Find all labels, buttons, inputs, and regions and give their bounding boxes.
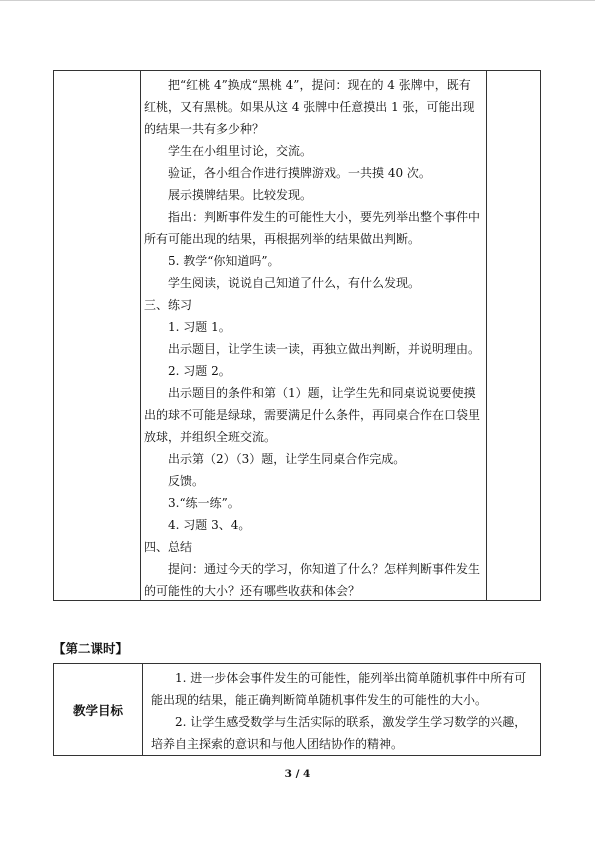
page-top-rule	[0, 0, 595, 1]
paragraph: 5. 教学“你知道吗”。	[168, 254, 280, 268]
paragraph: 反馈。	[168, 474, 205, 488]
paragraph: 3.“练一练”。	[168, 496, 240, 510]
lesson-process-cell	[140, 71, 486, 600]
paragraph: 验证，各小组合作进行摸牌游戏。一共摸 40 次。	[168, 166, 431, 180]
objectives-label: 教学目标	[72, 702, 123, 718]
paragraph: 1. 习题 1。	[168, 320, 231, 334]
section-heading-summary: 四、总结	[144, 540, 193, 554]
objective-item: 2. 让学生感受数学与生活实际的联系，激发学生学习数学的兴趣，培养自主探索的意识和与他人团结协作的精神。	[151, 715, 527, 751]
objective-item: 1. 进一步体会事件发生的可能性，能列举出简单随机事件中所有可能出现的结果，能正确判断简单随机事件发生的可能性的大小。	[151, 671, 527, 707]
paragraph: 把“红桃 4”换成“黑桃 4”，提问：现在的 4 张牌中，既有红桃，又有黑桃。如果从这 4 张牌中任意摸出 1 张，可能出现的结果一共有多少种？	[144, 78, 475, 136]
paragraph: 2. 习题 2。	[168, 364, 231, 378]
section-title: 【第二课时】	[53, 641, 129, 656]
section-heading-practice: 三、练习	[144, 298, 193, 312]
paragraph: 学生阅读，说说自己知道了什么，有什么发现。	[168, 276, 421, 290]
objectives-cell	[143, 664, 540, 755]
paragraph: 指出：判断事件发生的可能性大小，要先列举出整个事件中所有可能出现的结果，再根据列举的结果做出判断。	[144, 210, 481, 246]
paragraph: 4. 习题 3、4。	[168, 518, 251, 532]
page-number: 3 / 4	[284, 768, 311, 780]
paragraph: 展示摸牌结果。比较发现。	[168, 188, 313, 202]
paragraph: 出示题目，让学生读一读，再独立做出判断，并说明理由。	[168, 342, 481, 356]
table-column-divider	[486, 71, 487, 600]
objectives-table	[53, 663, 541, 756]
paragraph: 出示题目的条件和第（1）题，让学生先和同桌说说要使摸出的球不可能是绿球，需要满足什么条件，再同桌合作在口袋里放球，并组织全班交流。	[144, 386, 481, 444]
paragraph: 学生在小组里讨论，交流。	[168, 144, 313, 158]
paragraph: 提问：通过今天的学习，你知道了什么？怎样判断事件发生的可能性的大小？还有哪些收获和体会？	[144, 562, 481, 598]
lesson-process-table	[53, 70, 541, 601]
paragraph: 出示第（2）（3）题，让学生同桌合作完成。	[168, 452, 406, 466]
